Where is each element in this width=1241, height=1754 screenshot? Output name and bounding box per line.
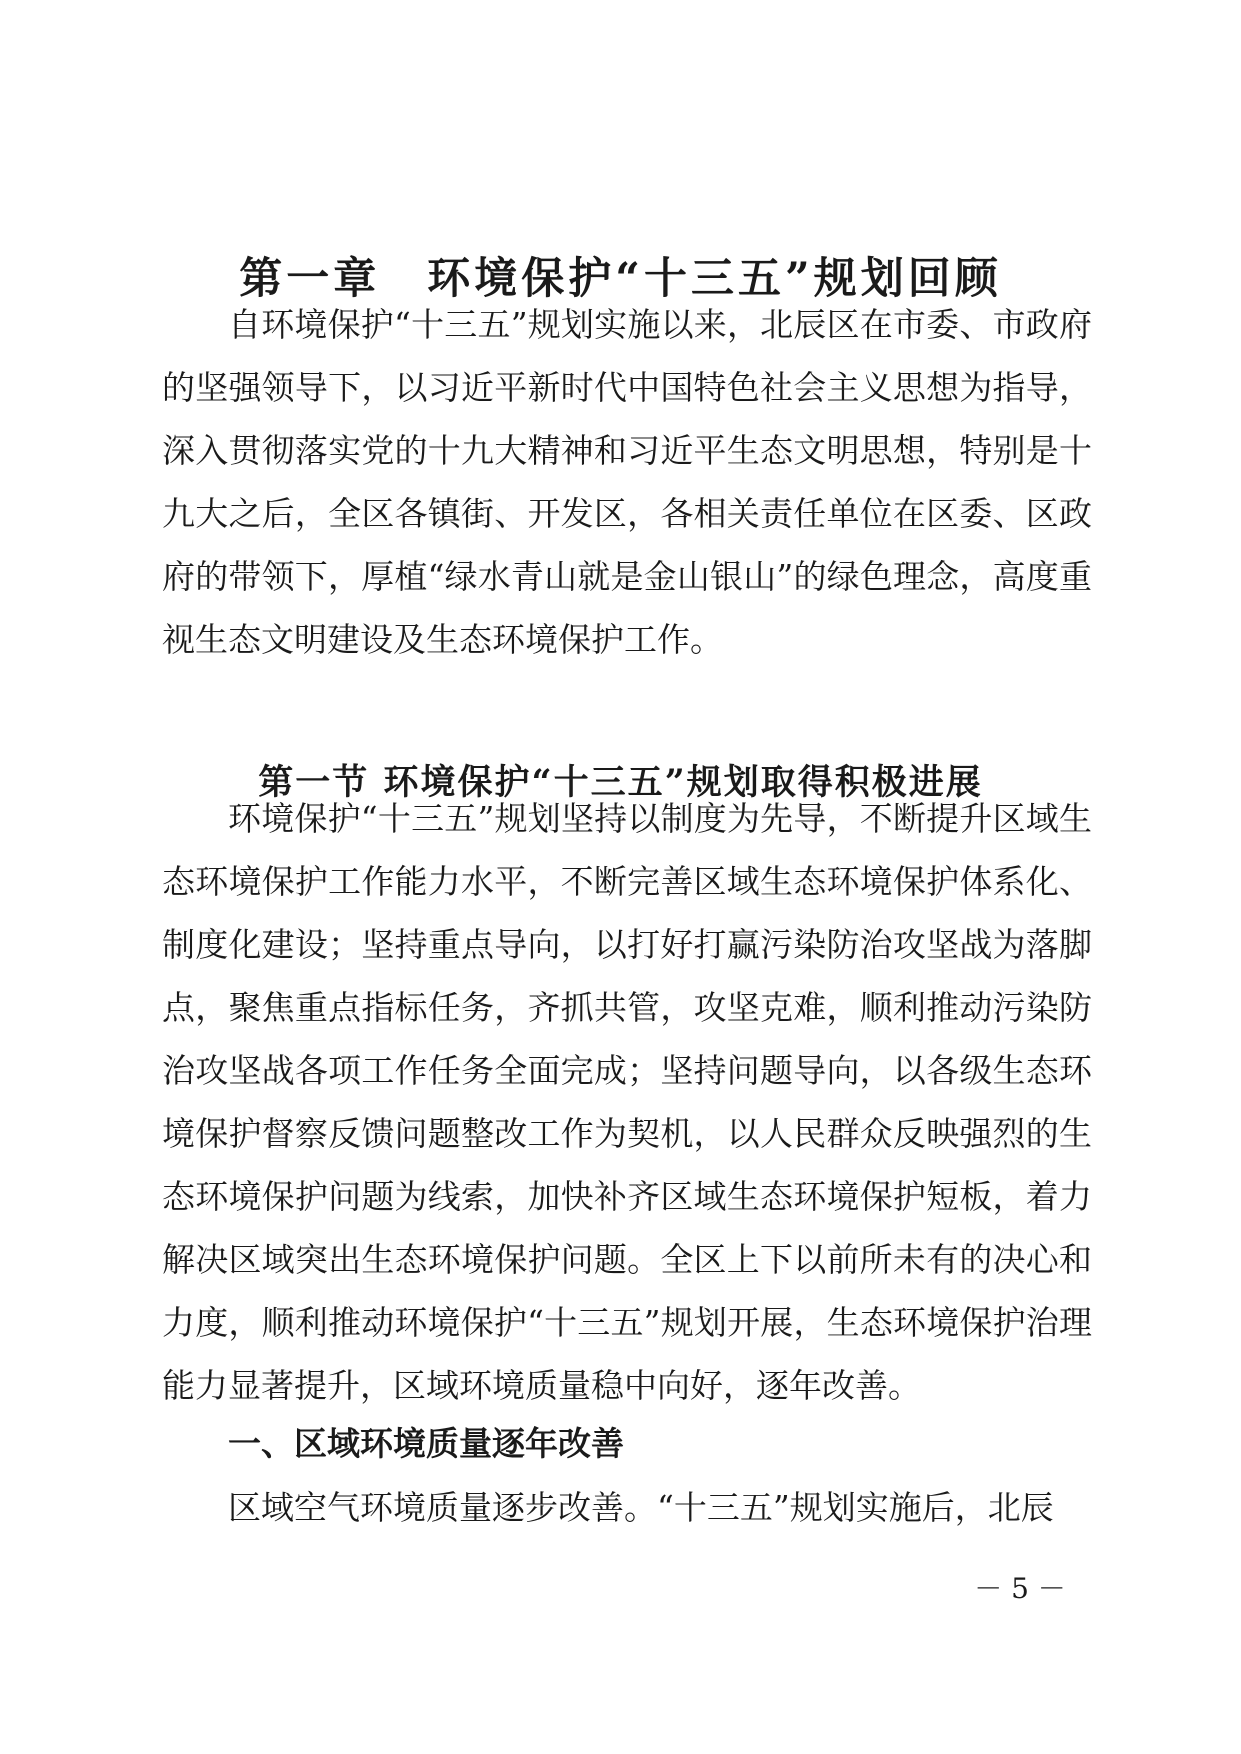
page-number: － 5 － [974, 1572, 1066, 1605]
section-paragraph: 环境保护“十三五”规划坚持以制度为先导，不断提升区域生态环境保护工作能力水平，不断完善区域生态环境保护体系化、制度化建设；坚持重点导向，以打好打赢污染防治攻坚战为落脚点，聚焦重点指标任务，齐抓共管，攻坚克难，顺利推动污染防治攻坚战各项工作任务全面完成；坚持问题导向，以各级生态环境保护督察反馈问题整改工作为契机，以人民群众反映强烈的生态环境保护问题为线索，加快补齐区域生态环境保护短板，着力解决区域突出生态环境保护问题。全区上下以前所未有的决心和力度，顺利推动环境保护“十三五”规划开展，生态环境保护治理能力显著提升，区域环境质量稳中向好，逐年改善。 [162, 799, 1092, 1405]
chapter-title: 第一章 环境保护“十三五”规划回顾 [239, 253, 1002, 304]
subsection-heading: 一、区域环境质量逐年改善 [228, 1424, 624, 1463]
section-title: 第一节 环境保护“十三五”规划取得积极进展 [258, 762, 983, 804]
intro-paragraph: 自环境保护“十三五”规划实施以来，北辰区在市委、市政府的坚强领导下，以习近平新时代中国特色社会主义思想为指导，深入贯彻落实党的十九大精神和习近平生态文明思想，特别是十九大之后，全区各镇街、开发区，各相关责任单位在区委、区政府的带领下，厚植“绿水青山就是金山银山”的绿色理念，高度重视生态文明建设及生态环境保护工作。 [162, 305, 1092, 659]
subsection-paragraph: 区域空气环境质量逐步改善。“十三五”规划实施后，北辰 [228, 1488, 1054, 1527]
